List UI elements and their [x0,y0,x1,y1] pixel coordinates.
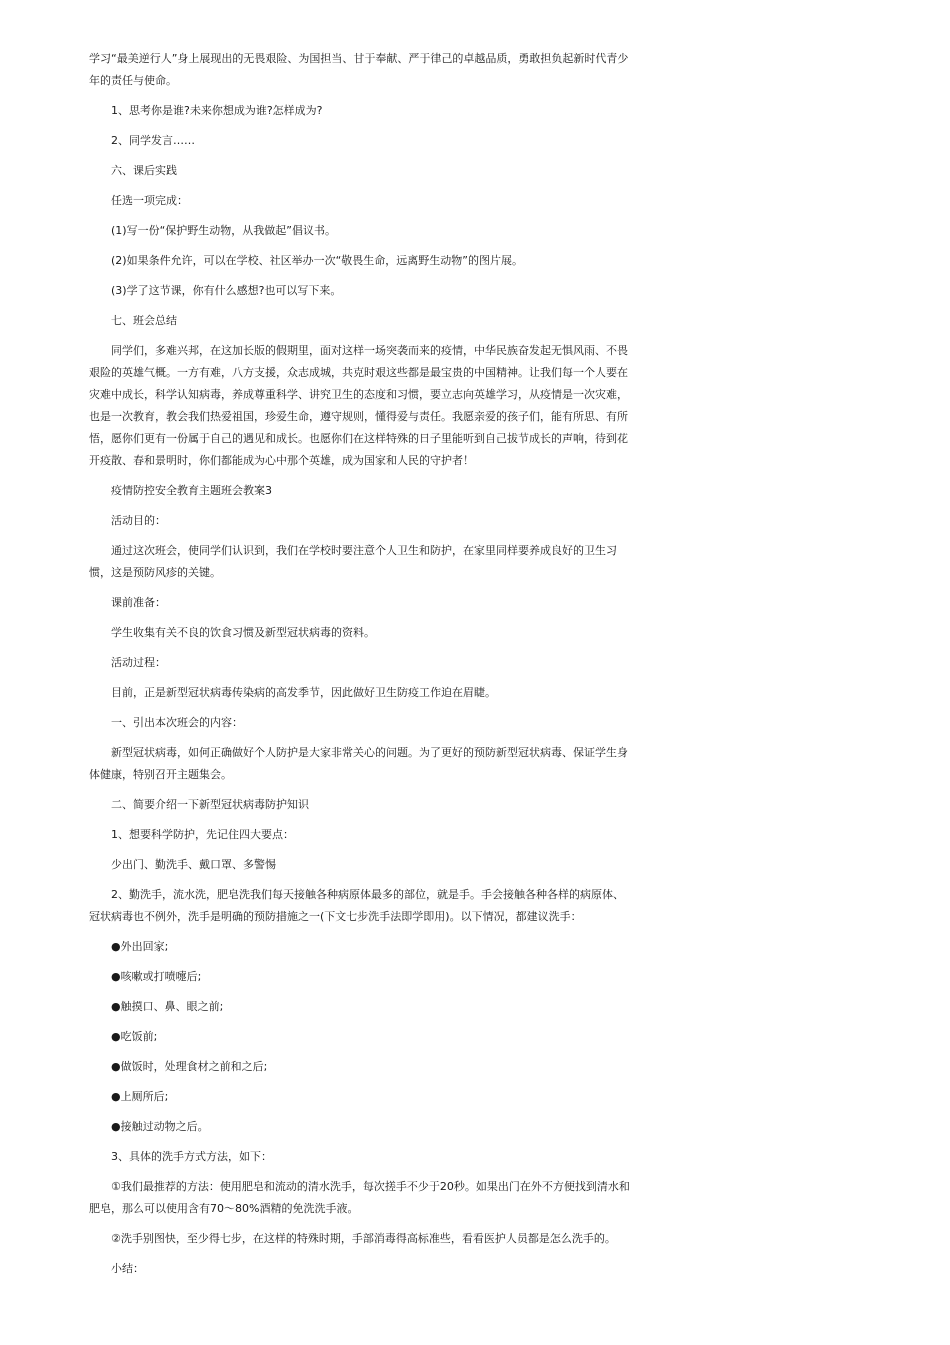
section-heading-practice: 六、课后实践 [111,164,177,177]
preparation-text: 学生收集有关不良的饮食习惯及新型冠状病毒的资料。 [111,626,375,639]
activity-goal-text: 通过这次班会，使同学们认识到，我们在学校时要注意个人卫生和防护，在家里同样要养成良好的卫生习惯，这是预防风疹的关键。 [89,544,617,579]
process-label: 活动过程： [111,656,166,669]
wash-method-1: ①我们最推荐的方法：使用肥皂和流动的清水洗手，每次搓手不少于20秒。如果出门在外不方便找到清水和肥皂，那么可以使用含有70～80%酒精的免洗洗手液。 [89,1180,630,1215]
choose-one-task: 任选一项完成： [111,194,188,207]
section-heading-knowledge: 二、简要介绍一下新型冠状病毒防护知识 [111,798,309,811]
hand-washing-paragraph: 2、勤洗手，流水洗，肥皂洗我们每天接触各种病原体最多的部位，就是手。手会接触各种各样的病原体、冠状病毒也不例外，洗手是明确的预防措施之一(下文七步洗手法即学即用)。以下情况，都建议洗手： [89,888,624,923]
summary-paragraph: 同学们，多难兴邦，在这加长版的假期里，面对这样一场突袭而来的疫情，中华民族奋发起无惧风雨、不畏艰险的英雄气概。一方有难，八方支援，众志成城，共克时艰这些都是最宝贵的中国精神。让我们每一个人要在灾难中成长，科学认知病毒，养成尊重科学、讲究卫生的态度和习惯，要立志向英雄学习，从疫情是一次灾难，也是一次教育，教会我们热爱祖国，珍爱生命，遵守规则，懂得爱与责任。我愿亲爱的孩子们，能有所思、有所悟，愿你们更有一份属于自己的遇见和成长。也愿你们在这样特殊的日子里能听到自己拔节成长的声响，待到花开疫散、春和景明时，你们都能成为心中那个英雄，成为国家和人民的守护者！ [89,344,628,467]
document-page [89,48,634,1288]
bullet-item: ●接触过动物之后。 [111,1120,209,1133]
bullet-item: ●做饭时，处理食材之前和之后; [111,1060,268,1073]
bullet-item: ●吃饭前; [111,1030,158,1043]
bullet-item: ●触摸口、鼻、眼之前; [111,1000,224,1013]
section-heading-content: 一、引出本次班会的内容： [111,716,243,729]
task-item-1: (1)写一份“保护野生动物，从我做起”倡议书。 [111,224,336,237]
content-paragraph: 新型冠状病毒，如何正确做好个人防护是大家非常关心的问题。为了更好的预防新型冠状病毒、保证学生身体健康，特别召开主题集会。 [89,746,628,781]
question-who-are-you: 1、思考你是谁?未来你想成为谁?怎样成为? [111,104,323,117]
task-item-2: (2)如果条件允许，可以在学校、社区举办一次“敬畏生命，远离野生动物”的图片展。 [111,254,523,267]
wash-method-label: 3、具体的洗手方式方法，如下： [111,1150,272,1163]
key-points-label: 1、想要科学防护，先记住四大要点： [111,828,294,841]
key-points-text: 少出门、勤洗手、戴口罩、多警惕 [111,858,276,871]
lesson-plan-title: 疫情防控安全教育主题班会教案3 [111,484,272,497]
bullet-item: ●上厕所后; [111,1090,169,1103]
paragraph-learn-heroes: 学习“最美逆行人”身上展现出的无畏艰险、为国担当、甘于奉献、严于律己的卓越品质，勇敢担负起新时代青少年的责任与使命。 [89,52,629,87]
summary-label: 小结： [111,1262,144,1275]
bullet-item: ●外出回家; [111,940,169,953]
section-heading-summary: 七、班会总结 [111,314,177,327]
bullet-item: ●咳嗽或打喷嚏后; [111,970,202,983]
preparation-label: 课前准备： [111,596,166,609]
task-item-3: (3)学了这节课，你有什么感想?也可以写下来。 [111,284,342,297]
wash-method-2: ②洗手别图快，至少得七步，在这样的特殊时期，手部消毒得高标准些，看看医护人员都是怎么洗手的。 [111,1232,616,1245]
student-speech: 2、同学发言…… [111,134,195,147]
activity-goal-label: 活动目的： [111,514,166,527]
process-intro: 目前，正是新型冠状病毒传染病的高发季节，因此做好卫生防疫工作迫在眉睫。 [111,686,496,699]
